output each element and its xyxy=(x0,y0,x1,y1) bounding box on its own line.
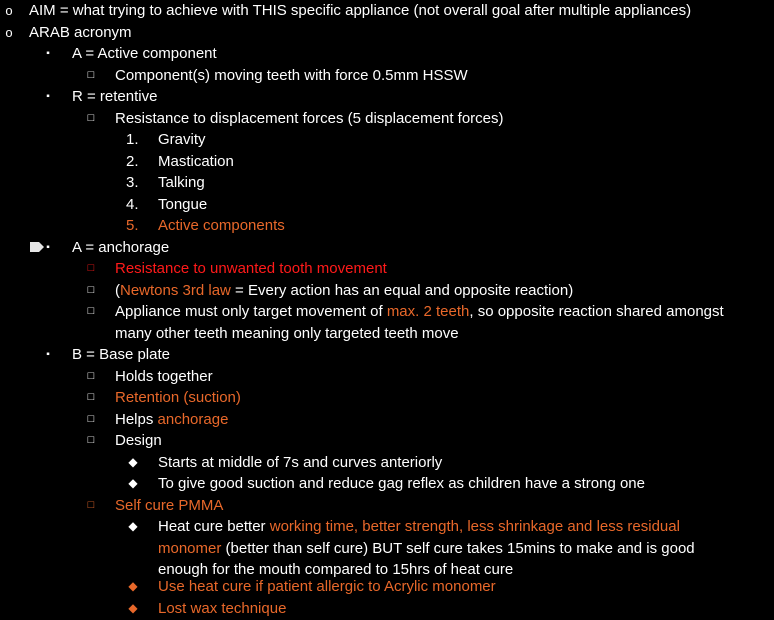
outline-item-retentive-desc xyxy=(0,108,774,130)
heat-cont2-text: enough for the mouth compared to 15hrs of heat cure xyxy=(158,561,514,578)
arab-text: ARAB acronym xyxy=(29,23,132,41)
hollow-circle-bullet-icon: o xyxy=(5,24,13,40)
numbered-item xyxy=(0,215,774,237)
heat-cont-text xyxy=(158,538,695,560)
hollow-square-bullet-icon: □ xyxy=(87,391,95,403)
outline-item-retention xyxy=(0,387,774,409)
hollow-square-bullet-icon: □ xyxy=(87,412,95,425)
hollow-square-bullet-icon: □ xyxy=(87,283,95,296)
design-1-text: Starts at middle of 7s and curves anteriorly xyxy=(158,453,443,471)
design-text: Design xyxy=(115,432,162,449)
retentive-desc: Resistance to displacement forces (5 displacement forces) xyxy=(115,109,504,127)
numbered-item xyxy=(0,151,774,173)
appliance-pre: Appliance must only target movement of xyxy=(115,303,387,320)
allergic-text: Use heat cure if patient allergic to Acrylic monomer xyxy=(158,578,496,595)
helps-anchorage: anchorage xyxy=(157,410,229,428)
helps-pre: Helps xyxy=(115,410,158,428)
square-bullet-icon: ▪ xyxy=(46,241,50,253)
diamond-bullet-icon: ◆ xyxy=(128,476,138,490)
anchorage-red-text: Resistance to unwanted tooth movement xyxy=(115,260,387,277)
design-2-text: To give good suction and reduce gag reflex as children have a strong one xyxy=(158,475,645,492)
item-number: 1. xyxy=(126,131,139,148)
retention-text: Retention (suction) xyxy=(115,389,241,406)
hollow-square-bullet-icon: □ xyxy=(87,369,95,382)
numbered-item xyxy=(0,172,774,194)
square-bullet-icon: ▪ xyxy=(46,91,50,102)
numbered-item xyxy=(0,194,774,216)
anchorage-heading: A = anchorage xyxy=(72,238,170,256)
outline-item-design-2 xyxy=(0,473,774,495)
active-desc: Component(s) moving teeth with force 0.5mm HSSW xyxy=(115,66,468,84)
newton-text xyxy=(115,280,573,302)
appliance-max: max. 2 teeth xyxy=(386,303,470,320)
diamond-bullet-icon: ◆ xyxy=(128,519,138,533)
numbered-item xyxy=(0,129,774,151)
outline-item-anchorage-red xyxy=(0,258,774,280)
outline-item-aim xyxy=(0,0,774,22)
item-label: Tongue xyxy=(158,195,208,213)
outline-item-lost-wax xyxy=(0,598,774,620)
item-label: Active components xyxy=(158,217,285,234)
appliance-cont: many other teeth meaning only targeted teeth move xyxy=(115,324,459,342)
outline-item-design-1 xyxy=(0,452,774,474)
outline-item-self-cure xyxy=(0,495,774,517)
outline-item-appliance xyxy=(0,301,774,323)
item-number: 5. xyxy=(126,217,139,234)
outline-item-arab xyxy=(0,22,774,44)
heat-cont-orange: monomer xyxy=(158,539,222,557)
item-number: 2. xyxy=(126,152,139,170)
square-bullet-icon: ▪ xyxy=(46,349,50,360)
diamond-bullet-icon: ◆ xyxy=(128,454,138,469)
helps-text xyxy=(115,409,228,431)
hollow-circle-bullet-icon: o xyxy=(5,3,13,18)
hollow-square-bullet-icon: □ xyxy=(87,68,95,81)
outline-item-anchorage xyxy=(0,237,774,259)
item-label: Gravity xyxy=(158,131,206,148)
base-heading: B = Base plate xyxy=(72,346,170,363)
outline-item-holds xyxy=(0,366,774,388)
hollow-square-bullet-icon: □ xyxy=(87,305,95,317)
retentive-heading: R = retentive xyxy=(72,88,158,105)
outline-item-base xyxy=(0,344,774,366)
newton-open: ( xyxy=(115,281,120,299)
aim-text: AIM = what trying to achieve with THIS specific appliance (not overall goal after multiple appliances) xyxy=(29,2,692,19)
outline-item-heat xyxy=(0,516,774,538)
item-number: 3. xyxy=(126,174,139,191)
outline-item-design xyxy=(0,430,774,452)
hollow-square-bullet-icon: □ xyxy=(87,434,95,446)
outline-item-active-desc xyxy=(0,65,774,87)
outline-item-helps xyxy=(0,409,774,431)
outline-item-newton xyxy=(0,280,774,302)
hollow-square-bullet-icon: □ xyxy=(87,111,95,124)
heat-text xyxy=(158,516,680,538)
heat-orange: working time, better strength, less shrinkage and less residual xyxy=(269,518,680,535)
outline-item-retentive xyxy=(0,86,774,108)
outline-item-heat-cont xyxy=(0,538,774,560)
self-cure-text: Self cure PMMA xyxy=(115,496,224,514)
outline-item-allergic xyxy=(0,576,774,598)
hollow-square-bullet-icon: □ xyxy=(87,262,95,274)
holds-text: Holds together xyxy=(115,367,213,385)
heat-cont-rest: (better than self cure) BUT self cure takes 15mins to make and is good xyxy=(221,539,695,557)
lost-wax-text: Lost wax technique xyxy=(158,599,287,617)
appliance-post: , so opposite reaction shared amongst xyxy=(469,303,724,320)
appliance-text xyxy=(115,301,724,323)
diamond-bullet-icon: ◆ xyxy=(128,600,138,615)
outline-item-active xyxy=(0,43,774,65)
hollow-square-bullet-icon: □ xyxy=(87,498,95,511)
heat-pre: Heat cure better xyxy=(158,518,270,535)
newton-rest: = Every action has an equal and opposite reaction) xyxy=(230,281,574,299)
active-heading: A = Active component xyxy=(72,45,217,62)
diamond-bullet-icon: ◆ xyxy=(128,579,138,593)
item-label: Talking xyxy=(158,174,205,191)
item-label: Mastication xyxy=(158,152,234,170)
square-bullet-icon: ▪ xyxy=(46,48,50,59)
outline-item-appliance-cont xyxy=(0,323,774,345)
item-number: 4. xyxy=(126,195,139,213)
newton-law: Newtons 3rd law xyxy=(120,281,231,299)
